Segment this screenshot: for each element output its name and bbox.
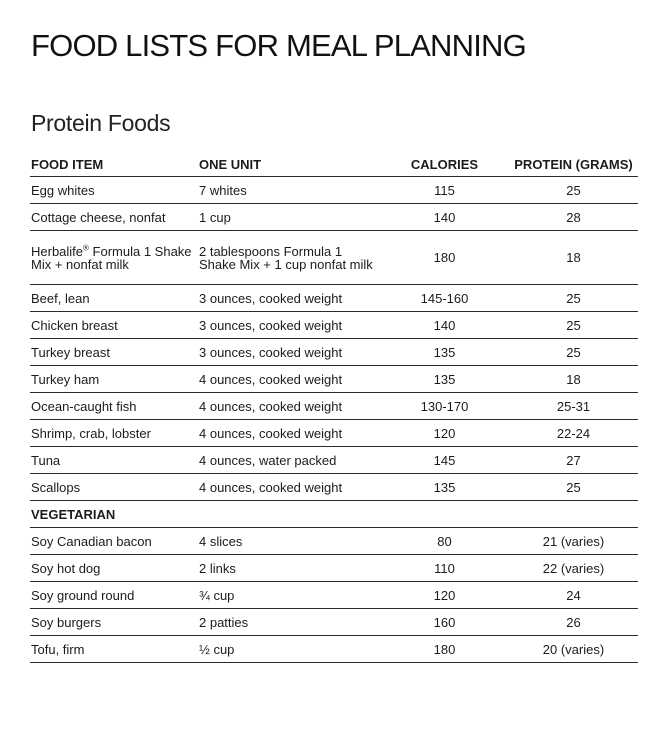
protein-cell: 18 [509,231,638,285]
one-unit-cell: 4 ounces, water packed [198,447,380,474]
protein-cell: 27 [509,447,638,474]
food-item-cell: Ocean-caught fish [30,393,198,420]
protein-cell: 25-31 [509,393,638,420]
table-row [30,339,638,366]
calories-cell: 145-160 [380,285,509,312]
table-row [30,231,638,285]
vegetarian-label: VEGETARIAN [30,501,638,528]
table-row [30,393,638,420]
protein-cell: 24 [509,582,638,609]
food-item-cell: Turkey breast [30,339,198,366]
table-row [30,555,638,582]
header-calories: CALORIES [380,152,509,177]
table-row [30,420,638,447]
one-unit-cell: 3 ounces, cooked weight [198,285,380,312]
table-row [30,285,638,312]
calories-cell: 120 [380,582,509,609]
food-item-cell: Chicken breast [30,312,198,339]
header-protein: PROTEIN (GRAMS) [509,152,638,177]
food-item-cell: Soy hot dog [30,555,198,582]
one-unit-cell: 3 ounces, cooked weight [198,339,380,366]
food-item-cell: Cottage cheese, nonfat [30,204,198,231]
table-row [30,312,638,339]
food-item-cell: Beef, lean [30,285,198,312]
calories-cell: 160 [380,609,509,636]
calories-cell: 110 [380,555,509,582]
one-unit-cell: 4 ounces, cooked weight [198,420,380,447]
calories-cell: 140 [380,312,509,339]
protein-cell: 22-24 [509,420,638,447]
table-row [30,474,638,501]
one-unit-cell: ½ cup [198,636,380,663]
table-row [30,636,638,663]
protein-foods-table [30,152,638,663]
calories-cell: 145 [380,447,509,474]
one-unit-cell: 2 patties [198,609,380,636]
table-row [30,528,638,555]
calories-cell: 120 [380,420,509,447]
food-item-cell: Soy Canadian bacon [30,528,198,555]
one-unit-cell: 4 ounces, cooked weight [198,393,380,420]
protein-cell: 28 [509,204,638,231]
vegetarian-group-row [30,501,638,528]
protein-cell: 20 (varies) [509,636,638,663]
food-item-cell: Soy burgers [30,609,198,636]
table-row [30,447,638,474]
protein-cell: 21 (varies) [509,528,638,555]
food-item-cell: Scallops [30,474,198,501]
header-one-unit: ONE UNIT [198,152,380,177]
one-unit-cell: 1 cup [198,204,380,231]
one-unit-cell: 3 ounces, cooked weight [198,312,380,339]
page-title: FOOD LISTS FOR MEAL PLANNING [31,28,526,63]
one-unit-cell: 4 ounces, cooked weight [198,474,380,501]
protein-cell: 22 (varies) [509,555,638,582]
food-item-cell: Shrimp, crab, lobster [30,420,198,447]
food-item-cell: Herbalife® Formula 1 Shake Mix + nonfat milk [30,231,198,285]
calories-cell: 130-170 [380,393,509,420]
calories-cell: 140 [380,204,509,231]
food-item-cell: Turkey ham [30,366,198,393]
table-header-row [30,152,638,177]
table-row [30,366,638,393]
one-unit-cell: ¾ cup [198,582,380,609]
table-row [30,609,638,636]
one-unit-cell: 2 tablespoons Formula 1 Shake Mix + 1 cup nonfat milk [198,231,380,285]
calories-cell: 115 [380,177,509,204]
protein-cell: 25 [509,285,638,312]
food-item-cell: Tofu, firm [30,636,198,663]
one-unit-cell: 2 links [198,555,380,582]
table-row [30,582,638,609]
protein-cell: 25 [509,474,638,501]
food-item-cell: Soy ground round [30,582,198,609]
calories-cell: 135 [380,366,509,393]
calories-cell: 135 [380,339,509,366]
section-title: Protein Foods [31,110,171,136]
protein-cell: 25 [509,339,638,366]
protein-cell: 25 [509,177,638,204]
protein-cell: 18 [509,366,638,393]
calories-cell: 135 [380,474,509,501]
calories-cell: 180 [380,231,509,285]
protein-cell: 25 [509,312,638,339]
protein-cell: 26 [509,609,638,636]
table-row [30,204,638,231]
one-unit-cell: 4 slices [198,528,380,555]
calories-cell: 80 [380,528,509,555]
one-unit-cell: 4 ounces, cooked weight [198,366,380,393]
food-item-cell: Egg whites [30,177,198,204]
food-item-cell: Tuna [30,447,198,474]
one-unit-cell: 7 whites [198,177,380,204]
table-row [30,177,638,204]
header-food-item: FOOD ITEM [30,152,198,177]
calories-cell: 180 [380,636,509,663]
